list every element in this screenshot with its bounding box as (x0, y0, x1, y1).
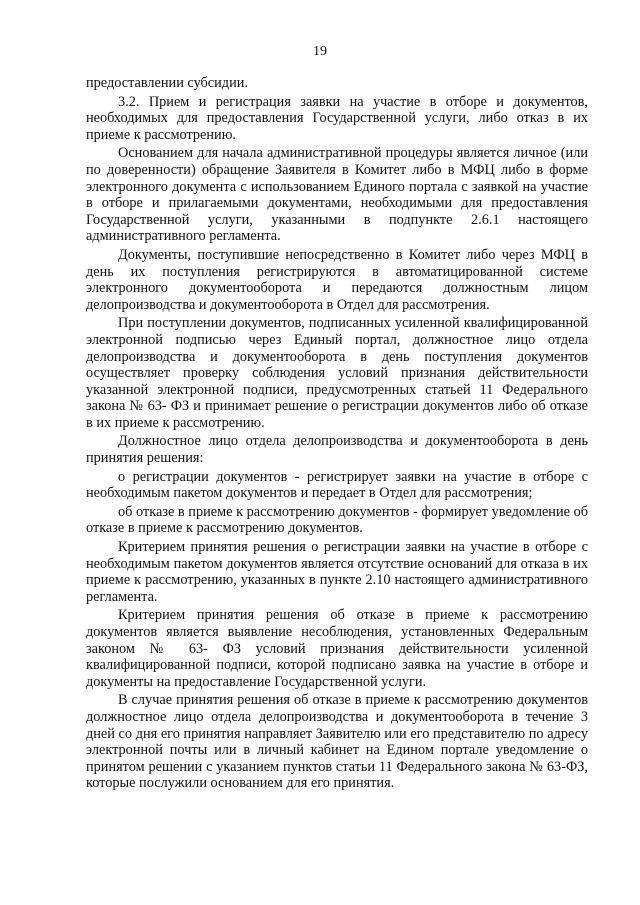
paragraph-documents-received: Документы, поступившие непосредственно в Комитет либо через МФЦ в день их поступления регистрируются в автоматицированной системе электронного документооборота и передаются должностным лицом делопроизводства и документооборота в Отдел для рассмотрения. (86, 246, 588, 313)
paragraph-registration: о регистрации документов - регистрирует заявки на участие в отборе с необходимым пакетом документов и передает в Отдел для рассмотрения; (86, 468, 588, 502)
paragraph-decision-day: Должностное лицо отдела делопроизводства и документооборота в день принятия решения: (86, 433, 588, 467)
paragraph-basis: Основанием для начала административной процедуры является личное (или по доверенности) обращение Заявителя в Комитет либо в МФЦ либо в форме электронного документа с использованием Единого портала с заявкой на участие в отборе и прилагаемыми документами, необходимыми для предоставления Государственной услуги, указанными в подпункте 2.6.1 настоящего административного регламента. (86, 145, 588, 245)
page-number: 19 (313, 44, 327, 59)
document-body (86, 75, 588, 794)
section-heading-3-2: 3.2. Прием и регистрация заявки на участие в отборе и документов, необходимых для предоставления Государственной услуги, либо отказ в их приеме к рассмотрению. (86, 93, 588, 143)
paragraph-continuation: предоставлении субсидии. (86, 75, 248, 91)
paragraph-refusal-notice: об отказе в приеме к рассмотрению документов - формирует уведомление об отказе в приеме к рассмотрению документов. (86, 503, 588, 537)
paragraph-refusal-criterion: Критерием принятия решения об отказе в приеме к рассмотрению документов является выявление несоблюдения, установленных Федеральным законом № 63- ФЗ условий признания действительности усиленной квалифицированной подписи, которой подписано заявка на участие в отборе и документы на предоставление Государственной услуги. (86, 607, 588, 690)
paragraph-registration-criterion: Критерием принятия решения о регистрации заявки на участие в отборе с необходимым пакетом документов является отсутствие оснований для отказа в их приеме к рассмотрению, указанных в пункте 2.10 настоящего административного регламента. (86, 539, 588, 605)
paragraph-refusal-notification: В случае принятия решения об отказе в приеме к рассмотрению документов должностное лицо отдела делопроизводства и документооборота в течение 3 дней со дня его принятия направляет Заявителю или его представителю по адресу электронной почты или в личный кабинет на Едином портале уведомление о принятом решении с указанием пунктов статьи 11 Федерального закона № 63-ФЗ, которые послужили основанием для его принятия. (86, 692, 588, 792)
paragraph-electronic-signature: При поступлении документов, подписанных усиленной квалифицированной электронной подписью через Единый портал, должностное лицо отдела делопроизводства и документооборота в день поступления документов осуществляет проверку соблюдения условий признания действительности указанной электронной подписи, предусмотренных статьей 11 Федерального закона № 63- ФЗ и принимает решение о регистрации документов либо об отказе в их приеме к рассмотрению. (86, 315, 588, 431)
